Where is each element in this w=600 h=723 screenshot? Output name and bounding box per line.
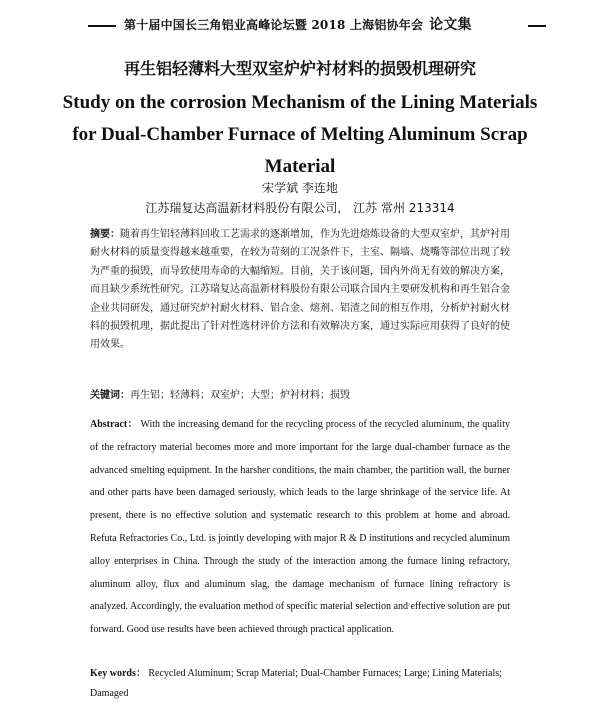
abstract-english-text: With the increasing demand for the recycling process of the recycled aluminum, the quality of the refractory material becomes more and more important for the large dual-chamber furnace as the advanced smelting equipment. In the harsher conditions, the main chamber, the partition wall, the burner and other parts have been damaged seriously, which leads to the large shrinkage of the service life. At present, there is no effective solution and systematic research to this problem at home and abroad. Refuta Refractories Co., Ltd. is jointly developing with major R & D institutions and recycled aluminum alloy enterprises in China. Through the study of the interaction among the furnace lining refractory, aluminum alloy, flux and aluminum slag, the damage mechanism of furnace lining refractory is analyzed. Accordingly, the evaluation method of specific material selection and effective solution are put forward. Good use results have been achieved through practical application. xyxy=(90,419,510,636)
running-head-text xyxy=(124,14,472,34)
keywords-english-label: Key words： xyxy=(90,668,146,679)
author-names: 宋学斌 李连地 xyxy=(262,181,338,195)
abstract-chinese-text: 随着再生铝轻薄料回收工艺需求的逐渐增加，作为先进熔炼设备的大型双室炉，其炉衬用耐火材料的质量变得越来越重要，在较为苛刻的工况条件下，主室、隔墙、烧嘴等部位出现了较为严重的损毁，而导致使用寿命的大幅缩短。目前，关于该问题，国内外尚无有效的解决方案，而且缺少系统性研究。江苏瑞复达高温新材料股份有限公司联合国内主要研发机构和再生铝合金企业共同研发，通过研究炉衬耐火材料、铝合金、熔剂、铝渣之间的相互作用，分析炉衬耐火材料的损毁机理，据此提出了针对性选材评价方法和有效解决方案，通过实际应用获得了良好的使用效果。 xyxy=(90,229,510,351)
abstract-chinese xyxy=(90,226,510,355)
title-english: Study on the corrosion Mechanism of the Lining Materials for Dual-Chamber Furnace of Melting Aluminum Scrap Material xyxy=(62,92,538,177)
keywords-english-text: Recycled Aluminum; Scrap Material; Dual-Chamber Furnaces; Large; Lining Materials; Damaged xyxy=(90,668,502,699)
running-head-rule-right xyxy=(528,25,546,27)
title-chinese: 再生铝轻薄料大型双室炉炉衬材料的损毁机理研究 xyxy=(123,59,476,78)
keywords-chinese-text: 再生铝；轻薄料；双室炉；大型；炉衬材料；损毁 xyxy=(130,390,350,401)
proceedings-name: 第十届中国长三角铝业高峰论坛暨 2018 上海铝协年会 xyxy=(124,18,424,32)
abstract-english xyxy=(90,414,510,642)
keywords-english xyxy=(90,664,510,704)
abstract-english-label: Abstract： xyxy=(90,419,138,430)
running-head-rule-left xyxy=(88,25,116,27)
author-affiliation: 江苏瑞复达高温新材料股份有限公司， 江苏 常州 213314 xyxy=(145,201,455,215)
keywords-chinese-label: 关键词： xyxy=(90,390,130,401)
running-head xyxy=(88,10,546,40)
keywords-chinese xyxy=(90,387,510,405)
abstract-chinese-label: 摘要： xyxy=(90,229,120,240)
collection-label: 论文集 xyxy=(429,17,472,33)
